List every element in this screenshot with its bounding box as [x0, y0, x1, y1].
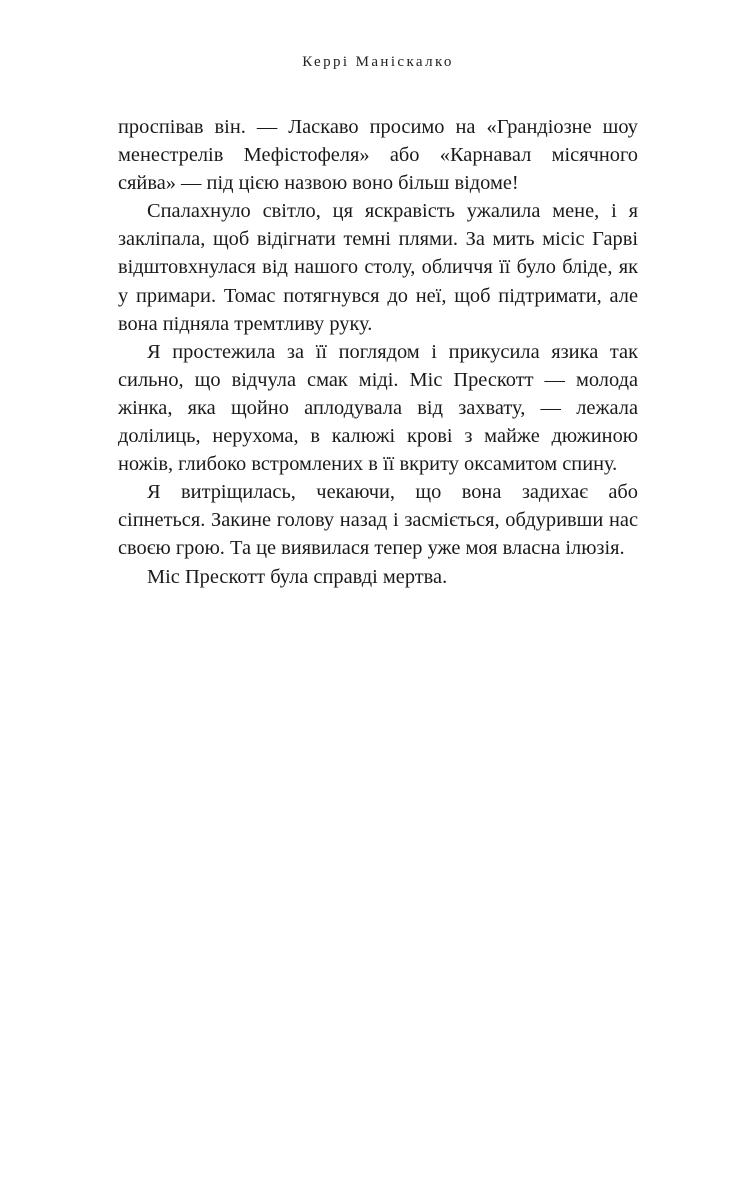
paragraph: проспівав він. — Ласкаво просимо на «Грандіозне шоу менестрелів Мефістофеля» або «Карнавал місячного сяйва» — під цією назвою воно більш відоме!: [118, 116, 638, 195]
paragraph: Міс Прескотт була справді мертва.: [147, 565, 448, 588]
paragraph: Спалахнуло світло, ця яскравість ужалила мене, і я закліпала, щоб відігнати темні плями. За мить місіс Гарві відштовхнулася від нашого столу, обличчя її було бліде, як у примари. Томас потягнувся до неї, щоб підтримати, але вона підняла тремтливу руку.: [118, 200, 638, 335]
paragraph: Я витріщилась, чекаючи, що вона задихає або сіпнеться. Закине голову назад і засміється, обдуривши нас своєю грою. Та це виявилася тепер уже моя власна ілюзія.: [118, 481, 638, 560]
paragraph: Я простежила за її поглядом і прикусила язика так сильно, що відчула смак міді. Міс Прескотт — молода жінка, яка щойно аплодувала від захвату, — лежала долілиць, нерухома, в калюжі крові з майже дюжиною ножів, глибоко встромлених в її вкриту оксамитом спину.: [118, 340, 638, 476]
body-text: [118, 113, 638, 591]
running-header-author: Керрі Маніскалко: [302, 54, 454, 70]
